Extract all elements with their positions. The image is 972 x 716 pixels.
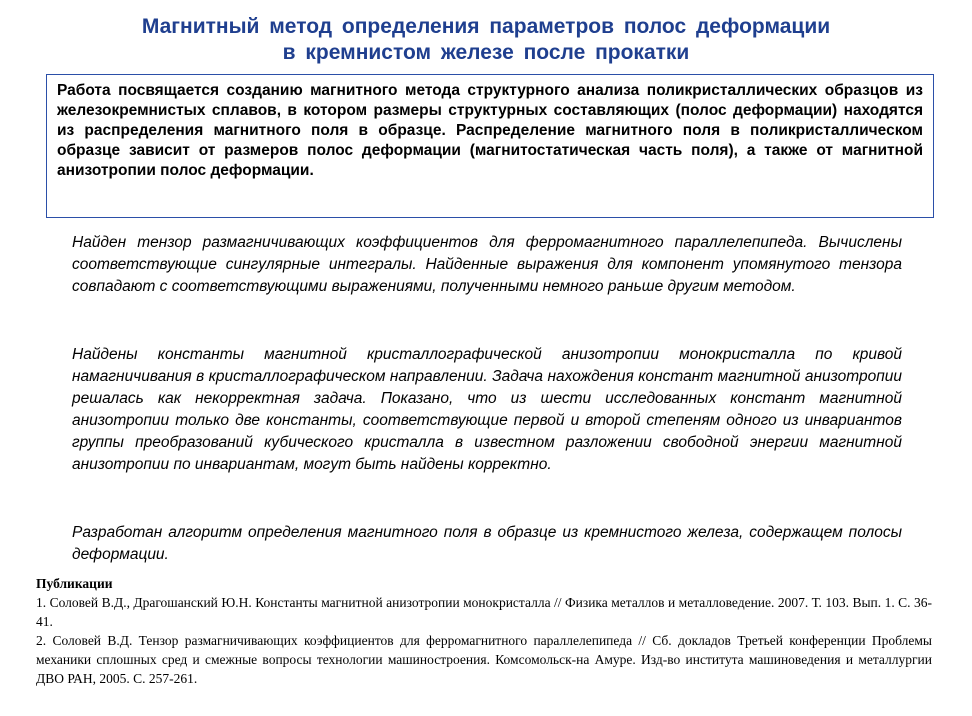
page-title xyxy=(0,14,972,66)
publication-item-1: 1. Соловей В.Д., Драгошанский Ю.Н. Константы магнитной анизотропии монокристалла // Физика металлов и металловедение. 2007. Т. 103. Вып. 1. С. 36-41. xyxy=(36,595,932,629)
summary-text: Работа посвящается созданию магнитного метода структурного анализа поликристаллических образцов из железокремнистых сплавов, в котором размеры структурных составляющих (полос деформации) находятся из распределения магнитного поля в образце. Распределение магнитного поля в поликристаллическом образце зависит от размеров полос деформации (магнитостатическая часть поля), а также от магнитной анизотропии полос деформации. xyxy=(57,82,923,179)
publications-heading: Публикации xyxy=(36,576,113,591)
publications-section xyxy=(36,574,932,688)
page-title-line-2: в кремнистом железе после прокатки xyxy=(282,41,690,64)
result-paragraph-1: Найден тензор размагничивающих коэффициентов для ферромагнитного параллелепипеда. Вычислены соответствующие сингулярные интегралы. Найденные выражения для компонент упомянутого тензора совпадают с соответствующими выражениями, полученными немного раньше другим методом. xyxy=(72,234,902,295)
summary-box xyxy=(46,74,934,218)
page-title-line-1: Магнитный метод определения параметров полос деформации xyxy=(141,15,831,38)
result-paragraph-3: Разработан алгоритм определения магнитного поля в образце из кремнистого железа, содержащем полосы деформации. xyxy=(72,524,902,563)
publication-item-2: 2. Соловей В.Д. Тензор размагничивающих коэффициентов для ферромагнитного параллелепипеда // Сб. докладов Третьей конференции Проблемы механики сплошных сред и смежные вопросы технологии машиностроения. Комсомольск-на Амуре. Изд-во института машиноведения и металлургии ДВО РАН, 2005. С. 257-261. xyxy=(36,633,932,686)
result-paragraph-2: Найдены константы магнитной кристаллографической анизотропии монокристалла по кривой намагничивания в кристаллографическом направлении. Задача нахождения констант магнитной анизотропии решалась как некорректная задача. Показано, что из шести исследованных констант магнитной анизотропии только две константы, соответствующие первой и второй степеням одного из инвариантов группы преобразований кубического кристалла в известном разложении свободной энергии магнитной анизотропии по инвариантам, могут быть найдены корректно. xyxy=(72,346,902,473)
